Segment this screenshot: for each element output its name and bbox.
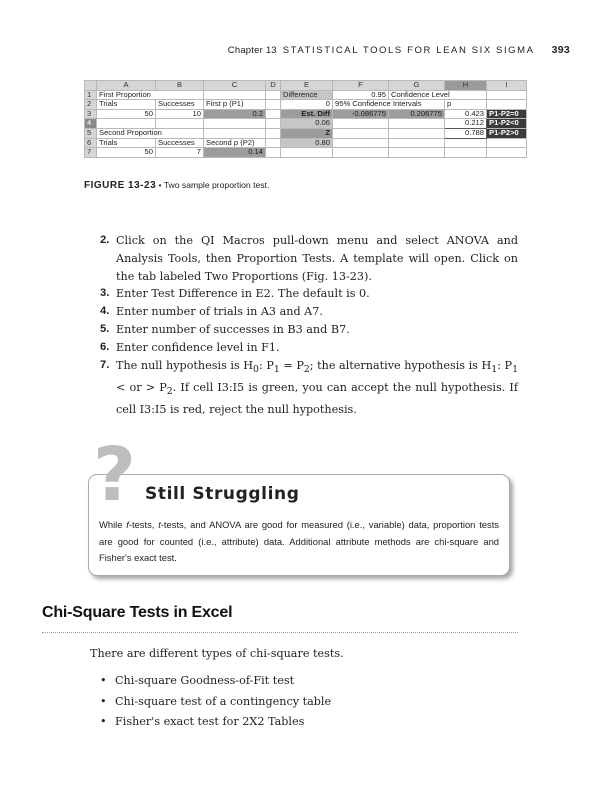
cell[interactable] bbox=[333, 138, 389, 148]
cell[interactable]: Est. Diff bbox=[281, 109, 333, 119]
cell[interactable] bbox=[333, 128, 389, 138]
step-item bbox=[100, 339, 518, 357]
still-struggling-callout bbox=[88, 474, 510, 576]
row-header[interactable]: 5 bbox=[85, 128, 97, 138]
cell[interactable] bbox=[266, 100, 281, 110]
step-item bbox=[100, 321, 518, 339]
column-header[interactable]: H bbox=[445, 81, 487, 91]
step-number: 3. bbox=[100, 287, 110, 300]
cell[interactable] bbox=[389, 128, 445, 138]
cell[interactable]: 0.206775 bbox=[389, 109, 445, 119]
cell[interactable] bbox=[204, 119, 266, 129]
cell[interactable]: 7 bbox=[156, 148, 204, 158]
column-header[interactable]: G bbox=[389, 81, 445, 91]
table-row bbox=[85, 90, 527, 100]
list-item: • Chi-square test of a contingency table bbox=[100, 692, 331, 713]
row-header[interactable]: 2 bbox=[85, 100, 97, 110]
column-header[interactable]: F bbox=[333, 81, 389, 91]
cell[interactable]: First Proportion bbox=[97, 90, 204, 100]
section-divider bbox=[42, 632, 518, 633]
cell[interactable]: 0.95 bbox=[333, 90, 389, 100]
column-header[interactable]: E bbox=[281, 81, 333, 91]
step-text: Enter number of trials in A3 and A7. bbox=[116, 305, 323, 319]
callout-title: Still Struggling bbox=[145, 484, 300, 504]
column-header[interactable]: I bbox=[487, 81, 527, 91]
step-text: Enter number of successes in B3 and B7. bbox=[116, 322, 350, 336]
step-item bbox=[100, 232, 518, 285]
step-text: Click on the QI Macros pull-down menu and select ANOVA and Analysis Tools, then Proportion Tests. A template will open. Click on the tab labeled Two Proportions (Fig. 13-23). bbox=[116, 234, 518, 283]
cell[interactable]: Successes bbox=[156, 138, 204, 148]
cell[interactable] bbox=[487, 90, 527, 100]
cell[interactable] bbox=[487, 148, 527, 158]
cell[interactable]: First p (P1) bbox=[204, 100, 266, 110]
cell[interactable] bbox=[487, 138, 527, 148]
row-header[interactable]: 1 bbox=[85, 90, 97, 100]
proportion-test-spreadsheet bbox=[84, 80, 527, 158]
cell[interactable]: 0.212 bbox=[445, 119, 487, 129]
column-header[interactable]: D bbox=[266, 81, 281, 91]
figure-label: FIGURE 13-23 bbox=[84, 180, 157, 191]
result-flag-cell[interactable]: P1-P2<0 bbox=[487, 119, 527, 129]
cell[interactable]: p bbox=[445, 100, 487, 110]
cell[interactable] bbox=[266, 138, 281, 148]
cell[interactable] bbox=[266, 148, 281, 158]
cell[interactable]: 0.80 bbox=[281, 138, 333, 148]
cell[interactable]: Second p (P2) bbox=[204, 138, 266, 148]
step-item bbox=[100, 357, 518, 419]
cell[interactable]: Difference bbox=[281, 90, 333, 100]
step-number: 2. bbox=[100, 234, 110, 246]
step-text: Enter confidence level in F1. bbox=[116, 340, 280, 354]
cell[interactable]: Z bbox=[281, 128, 333, 138]
cell[interactable] bbox=[389, 148, 445, 158]
cell[interactable]: 50 bbox=[97, 148, 156, 158]
cell[interactable]: 10 bbox=[156, 109, 204, 119]
step-number: 6. bbox=[100, 340, 110, 353]
row-header[interactable]: 3 bbox=[85, 109, 97, 119]
figure-caption bbox=[84, 180, 269, 191]
table-row bbox=[85, 109, 527, 119]
cell[interactable] bbox=[266, 119, 281, 129]
cell[interactable] bbox=[333, 119, 389, 129]
cell[interactable]: Second Proportion bbox=[97, 128, 204, 138]
row-header[interactable]: 4 bbox=[85, 119, 97, 129]
cell[interactable] bbox=[487, 100, 527, 110]
step-number: 4. bbox=[100, 305, 110, 318]
row-header[interactable]: 7 bbox=[85, 148, 97, 158]
cell[interactable] bbox=[266, 90, 281, 100]
cell[interactable] bbox=[389, 119, 445, 129]
cell[interactable]: 50 bbox=[97, 109, 156, 119]
cell[interactable]: 0.14 bbox=[204, 148, 266, 158]
table-row bbox=[85, 128, 527, 138]
cell[interactable]: 0.06 bbox=[281, 119, 333, 129]
section-intro: There are different types of chi-square tests. bbox=[90, 647, 344, 660]
step-number: 7. bbox=[100, 358, 110, 371]
chapter-title: STATISTICAL TOOLS FOR LEAN SIX SIGMA bbox=[282, 45, 535, 56]
cell[interactable]: Successes bbox=[156, 100, 204, 110]
list-item: • Chi-square Goodness-of-Fit test bbox=[100, 671, 331, 692]
cell[interactable]: -0.086775 bbox=[333, 109, 389, 119]
column-header[interactable]: C bbox=[204, 81, 266, 91]
cell[interactable] bbox=[156, 119, 204, 129]
cell[interactable] bbox=[445, 138, 487, 148]
cell[interactable]: 0.788 bbox=[445, 128, 487, 138]
cell[interactable] bbox=[266, 128, 281, 138]
list-item: • Fisher's exact test for 2X2 Tables bbox=[100, 712, 331, 733]
cell[interactable]: 0.423 bbox=[445, 109, 487, 119]
cell[interactable]: 0 bbox=[281, 100, 333, 110]
step-text: The null hypothesis is $H_0$: $P_1 = P_2$; the alternative hypothesis is $H_1$: $P_1$ < or > $P_2$. If cell I3:I5 is green, you can accept the null hypothesis. If cell I3:I5 is red, reject the null hypothesis. bbox=[116, 358, 518, 416]
instruction-steps bbox=[100, 232, 518, 418]
running-head bbox=[228, 44, 570, 56]
column-header[interactable]: B bbox=[156, 81, 204, 91]
step-item bbox=[100, 285, 518, 303]
question-mark-icon: ? bbox=[93, 432, 136, 518]
chapter-label: Chapter 13 bbox=[227, 45, 277, 56]
table-row bbox=[85, 148, 527, 158]
figure-caption-text: • Two sample proportion test. bbox=[158, 180, 270, 190]
callout-body: While f-tests, t-tests, and ANOVA are good for measured (i.e., variable) data, proportion tests are good for counted (i.e., attribute) data. Additional attribute methods are chi-square and Fisher's exact test. bbox=[99, 519, 499, 564]
table-row bbox=[85, 100, 527, 110]
cell[interactable] bbox=[333, 148, 389, 158]
cell[interactable]: 95% Confidence Intervals bbox=[333, 100, 445, 110]
corner-cell[interactable] bbox=[85, 81, 97, 91]
result-flag-cell[interactable]: P1-P2>0 bbox=[487, 128, 527, 138]
step-text: Enter Test Difference in E2. The default is 0. bbox=[116, 287, 370, 301]
section-heading: Chi-Square Tests in Excel bbox=[42, 604, 233, 621]
cell[interactable] bbox=[389, 138, 445, 148]
step-item bbox=[100, 303, 518, 321]
cell[interactable]: Trials bbox=[97, 100, 156, 110]
cell[interactable]: 0.2 bbox=[204, 109, 266, 119]
column-header-row bbox=[85, 81, 527, 91]
row-header[interactable]: 6 bbox=[85, 138, 97, 148]
result-flag-cell[interactable]: P1-P2=0 bbox=[487, 109, 527, 119]
cell[interactable] bbox=[445, 148, 487, 158]
cell[interactable]: Confidence Level bbox=[389, 90, 487, 100]
cell[interactable]: Trials bbox=[97, 138, 156, 148]
cell[interactable] bbox=[281, 148, 333, 158]
cell[interactable] bbox=[204, 128, 266, 138]
column-header[interactable]: A bbox=[97, 81, 156, 91]
page-number: 393 bbox=[551, 44, 570, 56]
cell[interactable] bbox=[266, 109, 281, 119]
test-types-list bbox=[100, 671, 331, 733]
step-number: 5. bbox=[100, 322, 110, 335]
